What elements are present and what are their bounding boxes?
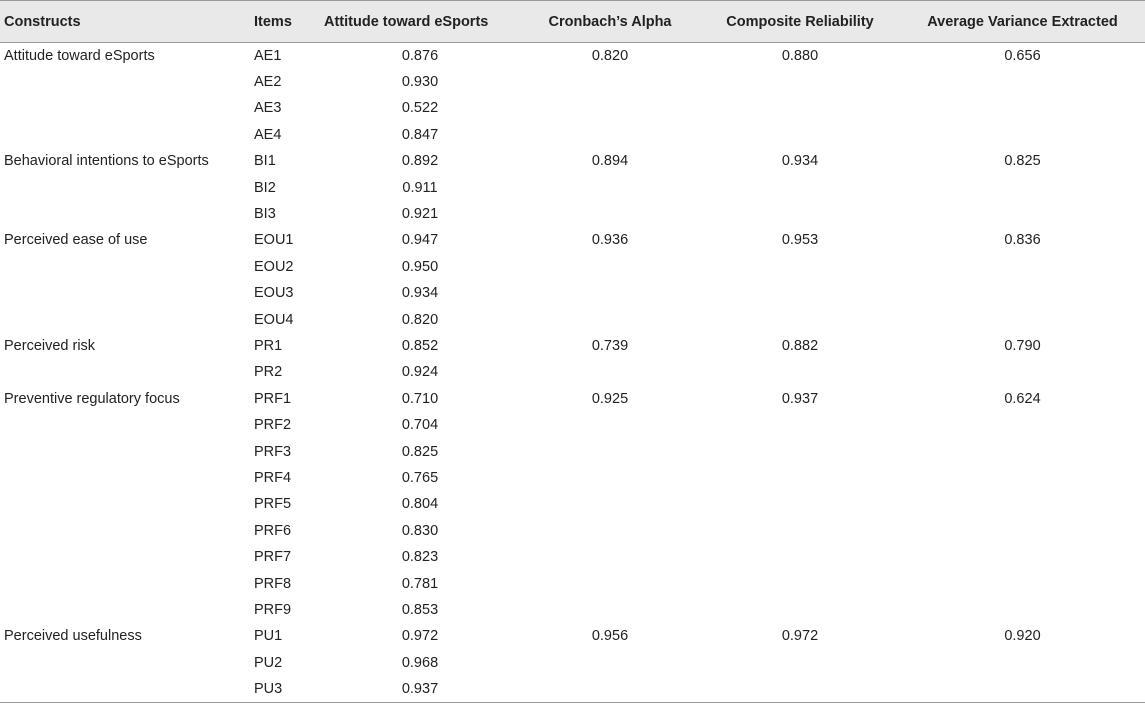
item-cell: PRF7 xyxy=(254,549,292,566)
construct-cell xyxy=(0,254,250,280)
table-row xyxy=(0,359,1145,385)
construct-cell xyxy=(0,676,250,702)
table-row xyxy=(0,412,1145,438)
construct-cell xyxy=(0,491,250,517)
header-composite-reliability: Composite Reliability xyxy=(700,1,900,43)
loading-cell: 0.930 xyxy=(401,74,439,91)
alpha-cell: 0.956 xyxy=(591,628,629,645)
table-row xyxy=(0,491,1145,517)
ave-cell: 0.624 xyxy=(1004,390,1041,407)
item-cell: EOU2 xyxy=(254,258,294,275)
table-row xyxy=(0,174,1145,200)
ave-cell xyxy=(900,518,1145,544)
composite-reliability-cell xyxy=(700,438,900,464)
loading-cell: 0.710 xyxy=(401,390,439,407)
composite-reliability-cell xyxy=(700,676,900,702)
composite-reliability-cell: 0.880 xyxy=(781,47,819,64)
table-body xyxy=(0,43,1145,703)
construct-cell xyxy=(0,306,250,332)
ave-cell: 0.825 xyxy=(1004,153,1041,170)
ave-cell xyxy=(900,465,1145,491)
construct-cell: Perceived ease of use xyxy=(4,232,148,249)
composite-reliability-cell xyxy=(700,570,900,596)
item-cell: PRF3 xyxy=(254,443,292,460)
alpha-cell xyxy=(520,201,700,227)
composite-reliability-cell: 0.953 xyxy=(781,232,819,249)
table-row xyxy=(0,254,1145,280)
ave-cell xyxy=(900,649,1145,675)
table-row xyxy=(0,649,1145,675)
table-row xyxy=(0,438,1145,464)
item-cell: PU3 xyxy=(250,676,320,702)
construct-cell: Perceived usefulness xyxy=(4,628,142,645)
item-cell: PRF8 xyxy=(254,575,292,592)
composite-reliability-cell xyxy=(700,544,900,570)
alpha-cell xyxy=(520,465,700,491)
header-attitude: Attitude toward eSports xyxy=(320,1,520,43)
ave-cell xyxy=(900,122,1145,148)
composite-reliability-cell xyxy=(700,491,900,517)
alpha-cell xyxy=(520,280,700,306)
alpha-cell: 0.739 xyxy=(591,337,629,354)
loading-cell: 0.765 xyxy=(401,469,439,486)
ave-cell xyxy=(900,254,1145,280)
header-constructs: Constructs xyxy=(0,1,250,43)
ave-cell: 0.656 xyxy=(1004,47,1041,64)
loading-cell: 0.825 xyxy=(401,443,439,460)
alpha-cell xyxy=(520,359,700,385)
loading-cell: 0.934 xyxy=(401,285,439,302)
header-row xyxy=(0,1,1145,43)
construct-cell xyxy=(0,122,250,148)
ave-cell xyxy=(900,412,1145,438)
header-cronbach-alpha: Cronbach’s Alpha xyxy=(520,1,700,43)
table-row xyxy=(0,386,1145,412)
item-cell: PRF4 xyxy=(254,469,292,486)
loading-cell: 0.972 xyxy=(401,628,439,645)
construct-cell: Perceived risk xyxy=(4,337,96,354)
alpha-cell xyxy=(520,306,700,332)
header-items: Items xyxy=(250,1,320,43)
item-cell: PRF9 xyxy=(254,601,292,618)
loading-cell: 0.820 xyxy=(401,311,439,328)
composite-reliability-cell: 0.882 xyxy=(781,337,819,354)
alpha-cell xyxy=(520,597,700,623)
composite-reliability-cell xyxy=(700,280,900,306)
ave-cell xyxy=(900,544,1145,570)
alpha-cell: 0.894 xyxy=(591,153,629,170)
item-cell: PRF6 xyxy=(254,522,292,539)
table-row xyxy=(0,333,1145,359)
alpha-cell xyxy=(520,649,700,675)
construct-cell xyxy=(0,438,250,464)
ave-cell xyxy=(900,201,1145,227)
composite-reliability-cell xyxy=(700,649,900,675)
composite-reliability-cell xyxy=(700,465,900,491)
ave-cell xyxy=(900,570,1145,596)
loading-cell: 0.911 xyxy=(402,179,438,196)
construct-cell xyxy=(0,465,250,491)
construct-cell: Attitude toward eSports xyxy=(4,47,155,64)
composite-reliability-cell xyxy=(700,518,900,544)
composite-reliability-cell: 0.972 xyxy=(781,628,819,645)
alpha-cell: 0.925 xyxy=(591,390,629,407)
construct-cell xyxy=(0,95,250,121)
item-cell: PU1 xyxy=(254,628,283,645)
table-row xyxy=(0,597,1145,623)
ave-cell xyxy=(900,491,1145,517)
table-row xyxy=(0,465,1145,491)
loading-cell: 0.852 xyxy=(401,337,439,354)
loading-cell: 0.876 xyxy=(401,47,439,64)
table-row xyxy=(0,148,1145,174)
item-cell: PRF2 xyxy=(254,417,292,434)
item-cell: PRF1 xyxy=(254,390,292,407)
item-cell: AE3 xyxy=(254,100,282,117)
ave-cell xyxy=(900,676,1145,702)
table-row xyxy=(0,518,1145,544)
item-cell: EOU3 xyxy=(254,285,294,302)
loading-cell: 0.522 xyxy=(401,100,439,117)
ave-cell xyxy=(900,359,1145,385)
loading-cell: 0.830 xyxy=(401,522,439,539)
composite-reliability-cell xyxy=(700,254,900,280)
item-cell: EOU1 xyxy=(254,232,294,249)
ave-cell xyxy=(900,306,1145,332)
alpha-cell xyxy=(520,518,700,544)
composite-reliability-cell xyxy=(700,174,900,200)
alpha-cell xyxy=(520,174,700,200)
loading-cell: 0.804 xyxy=(401,496,439,513)
construct-cell xyxy=(0,518,250,544)
table-header xyxy=(0,1,1145,43)
loading-cell: 0.853 xyxy=(401,601,439,618)
item-cell: BI3 xyxy=(254,206,276,223)
loading-cell: 0.947 xyxy=(401,232,439,249)
composite-reliability-cell xyxy=(700,412,900,438)
loading-cell: 0.968 xyxy=(401,654,439,671)
table-row xyxy=(0,280,1145,306)
loading-cell: 0.924 xyxy=(401,364,439,381)
loading-cell: 0.892 xyxy=(401,153,439,170)
table-row xyxy=(0,676,1145,702)
composite-reliability-cell xyxy=(700,95,900,121)
loading-cell: 0.921 xyxy=(401,206,439,223)
construct-cell xyxy=(0,597,250,623)
construct-cell: Behavioral intentions to eSports xyxy=(4,153,209,170)
table-row xyxy=(0,122,1145,148)
item-cell: PU2 xyxy=(254,654,283,671)
composite-reliability-cell xyxy=(700,122,900,148)
table-row xyxy=(0,623,1145,649)
composite-reliability-cell: 0.937 xyxy=(781,390,819,407)
construct-cell xyxy=(0,280,250,306)
table-row xyxy=(0,43,1145,69)
loading-cell: 0.823 xyxy=(401,549,439,566)
table-row xyxy=(0,227,1145,253)
alpha-cell xyxy=(520,676,700,702)
ave-cell: 0.790 xyxy=(1004,337,1041,354)
ave-cell xyxy=(900,597,1145,623)
table-row xyxy=(0,306,1145,332)
composite-reliability-cell xyxy=(700,306,900,332)
item-cell: AE1 xyxy=(254,47,282,64)
alpha-cell: 0.936 xyxy=(591,232,629,249)
ave-cell xyxy=(900,438,1145,464)
construct-cell xyxy=(0,359,250,385)
alpha-cell xyxy=(520,69,700,95)
header-ave: Average Variance Extracted xyxy=(900,1,1145,43)
ave-cell: 0.920 xyxy=(1004,628,1041,645)
table-row xyxy=(0,570,1145,596)
ave-cell xyxy=(900,95,1145,121)
construct-cell xyxy=(0,570,250,596)
alpha-cell xyxy=(520,412,700,438)
construct-cell xyxy=(0,174,250,200)
loading-cell: 0.704 xyxy=(401,417,439,434)
item-cell: PR2 xyxy=(254,364,283,381)
alpha-cell xyxy=(520,570,700,596)
alpha-cell xyxy=(520,544,700,570)
construct-cell xyxy=(0,649,250,675)
construct-cell xyxy=(0,201,250,227)
composite-reliability-cell xyxy=(700,201,900,227)
item-cell: BI1 xyxy=(254,153,276,170)
table-row xyxy=(0,201,1145,227)
alpha-cell: 0.820 xyxy=(591,47,629,64)
alpha-cell xyxy=(520,491,700,517)
loading-cell: 0.937 xyxy=(320,676,520,702)
item-cell: AE4 xyxy=(254,126,282,143)
construct-cell: Preventive regulatory focus xyxy=(4,390,180,407)
loading-cell: 0.847 xyxy=(401,126,439,143)
item-cell: PR1 xyxy=(254,337,283,354)
construct-cell xyxy=(0,412,250,438)
loading-cell: 0.950 xyxy=(401,258,439,275)
item-cell: EOU4 xyxy=(254,311,294,328)
ave-cell xyxy=(900,69,1145,95)
alpha-cell xyxy=(520,254,700,280)
loading-cell: 0.781 xyxy=(401,575,439,592)
ave-cell: 0.836 xyxy=(1004,232,1041,249)
alpha-cell xyxy=(520,122,700,148)
item-cell: PRF5 xyxy=(254,496,292,513)
composite-reliability-cell: 0.934 xyxy=(781,153,819,170)
table-row xyxy=(0,69,1145,95)
item-cell: BI2 xyxy=(254,179,276,196)
alpha-cell xyxy=(520,95,700,121)
construct-cell xyxy=(0,69,250,95)
table-row xyxy=(0,95,1145,121)
item-cell: AE2 xyxy=(254,74,282,91)
construct-cell xyxy=(0,544,250,570)
composite-reliability-cell xyxy=(700,597,900,623)
table-row xyxy=(0,544,1145,570)
alpha-cell xyxy=(520,438,700,464)
ave-cell xyxy=(900,280,1145,306)
ave-cell xyxy=(900,174,1145,200)
composite-reliability-cell xyxy=(700,69,900,95)
composite-reliability-cell xyxy=(700,359,900,385)
